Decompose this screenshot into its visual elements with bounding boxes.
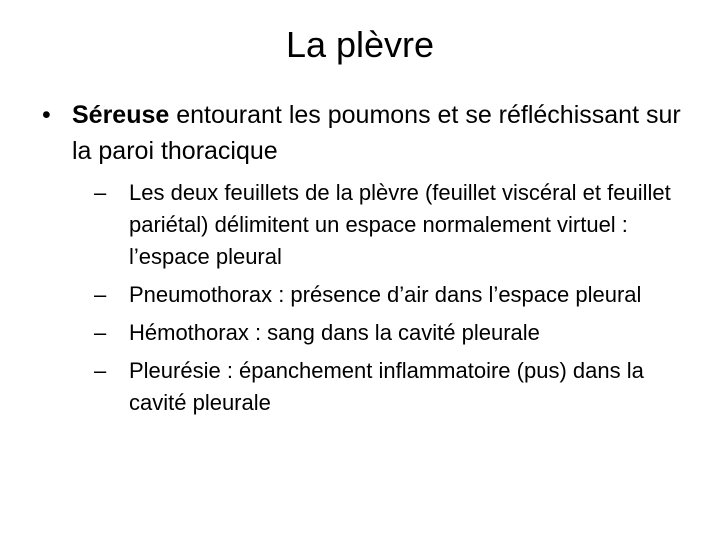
sub-bullet-marker: –: [94, 180, 107, 205]
bullet-list: [36, 97, 700, 425]
sub-bullet-text: Pneumothorax : présence d’air dans l’espace pleural: [129, 282, 642, 307]
sub-bullet-item: [64, 355, 700, 419]
sub-bullet-marker: –: [94, 320, 107, 345]
bullet-item: [36, 97, 700, 419]
sub-bullet-text: Les deux feuillets de la plèvre (feuillet viscéral et feuillet pariétal) délimitent un espace normalement virtuel : l’espace pleural: [129, 180, 671, 269]
sub-bullet-item: [64, 279, 700, 311]
sub-bullet-item: [64, 177, 700, 273]
bullet-marker: •: [42, 101, 51, 129]
sub-bullet-text: Pleurésie : épanchement inflammatoire (pus) dans la cavité pleurale: [129, 358, 644, 415]
sub-bullet-list: [64, 177, 700, 419]
sub-bullet-text: Hémothorax : sang dans la cavité pleurale: [129, 320, 540, 345]
sub-bullet-marker: –: [94, 358, 107, 383]
bullet-bold-term: Séreuse: [72, 101, 170, 129]
slide-title: La plèvre: [285, 24, 435, 65]
bullet-text: entourant les poumons et se réfléchissant sur la paroi thoracique: [72, 101, 681, 165]
sub-bullet-marker: –: [94, 282, 107, 307]
sub-bullet-item: [64, 317, 700, 349]
